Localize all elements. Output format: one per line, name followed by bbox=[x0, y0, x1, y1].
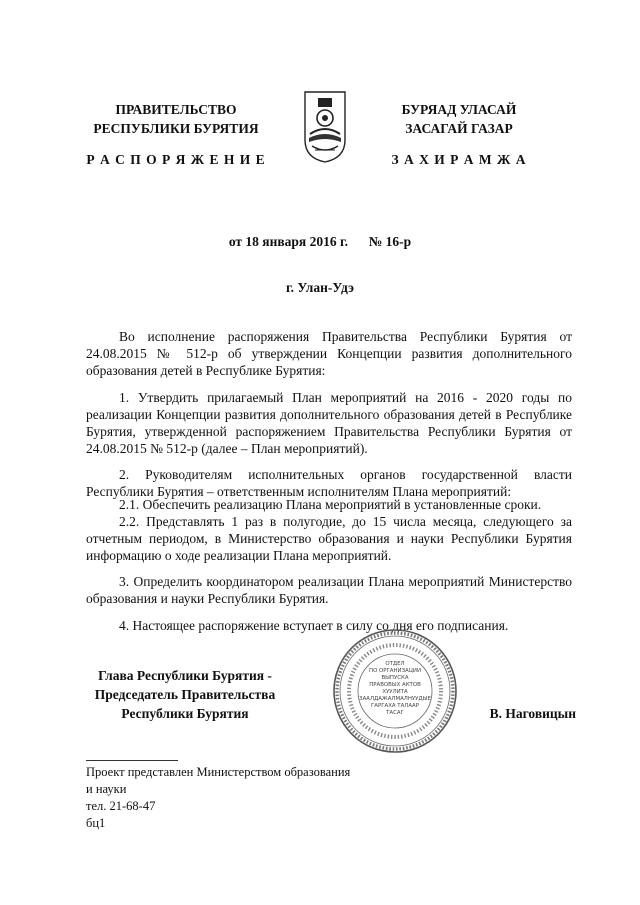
signature-title bbox=[70, 666, 300, 723]
stamp-line: ПО ОРГАНИЗАЦИИ bbox=[369, 668, 421, 674]
header-right-doc-type: З А Х И Р А М Ж А bbox=[391, 152, 527, 167]
footer-code: бц1 bbox=[86, 816, 106, 830]
document-city: г. Улан-Удэ bbox=[286, 280, 354, 295]
signature-title-line1: Глава Республики Бурятия - bbox=[98, 668, 272, 683]
footer-divider bbox=[86, 760, 178, 761]
footer-block bbox=[86, 764, 406, 815]
date-number-line bbox=[0, 234, 640, 250]
header-right-line1: БУРЯАД УЛАСАЙ bbox=[401, 102, 517, 117]
header-left-doc-type: Р А С П О Р Я Ж Е Н И Е bbox=[86, 152, 266, 167]
stamp-line: ЗААЛДАЖАЛМАЛНУУДЫЕ bbox=[359, 696, 431, 702]
footer-phone: тел. 21-68-47 bbox=[86, 799, 156, 813]
header-left bbox=[86, 100, 266, 138]
footer-project-line-2: и науки bbox=[86, 782, 127, 796]
document-number: № 16-р bbox=[368, 234, 412, 249]
header-left-line1: ПРАВИТЕЛЬСТВО bbox=[115, 102, 237, 117]
stamp-line: ВЫПУСКА bbox=[381, 675, 409, 681]
footer-project-line: Проект представлен Министерством образования bbox=[86, 765, 351, 779]
document-date: от 18 января 2016 г. bbox=[228, 234, 348, 249]
header-left-line2: РЕСПУБЛИКИ БУРЯТИЯ bbox=[93, 121, 259, 136]
paragraph-item-2: 2. Руководителям исполнительных органов государственной власти Республики Бурятия – ответственным исполнителям Плана мероприятий: bbox=[86, 467, 572, 499]
signature-title-line3: Республики Бурятия bbox=[121, 706, 249, 721]
coat-of-arms-icon bbox=[301, 88, 349, 164]
header-right bbox=[384, 100, 534, 138]
official-stamp bbox=[332, 628, 458, 754]
paragraph-item-1: 1. Утвердить прилагаемый План мероприятий на 2016 - 2020 годы по реализации Концепции развития дополнительного образования детей в Республике Бурятия, утвержденной распоряжением Правительства Республики Бурятия от 24.08.2015 № 512-р (далее – План мероприятий). bbox=[86, 390, 572, 456]
paragraph-item-2-2: 2.2. Представлять 1 раз в полугодие, до 15 числа месяца, следующего за отчетным периодом, в Министерство образования и науки Республики Бурятия информацию о ходе реализации Плана мероприятий. bbox=[86, 514, 572, 563]
paragraph-item-3: 3. Определить координатором реализации Плана мероприятий Министерство образования и науки Республики Бурятия. bbox=[86, 574, 572, 606]
stamp-line: ГАРГАХА ТАЛААР bbox=[371, 703, 419, 709]
signatory-name: В. Наговицын bbox=[489, 706, 576, 721]
stamp-line: ТАСАГ bbox=[386, 710, 404, 716]
paragraph-item-4: 4. Настоящее распоряжение вступает в силу со дня его подписания. bbox=[119, 618, 509, 633]
paragraph-preamble: Во исполнение распоряжения Правительства Республики Бурятия от 24.08.2015 № 512-р об утверждении Концепции развития дополнительного образования детей в Республике Бурятия: bbox=[86, 329, 572, 378]
stamp-inner-text bbox=[358, 661, 432, 717]
stamp-line: ХУУЛИТА bbox=[382, 689, 408, 695]
coat-of-arms-emblem bbox=[301, 88, 349, 164]
signature-title-line2: Председатель Правительства bbox=[94, 687, 276, 702]
header-right-line2: ЗАСАГАЙ ГАЗАР bbox=[405, 121, 513, 136]
stamp-line: ПРАВОВЫХ АКТОВ bbox=[369, 682, 421, 688]
paragraph-item-2-1: 2.1. Обеспечить реализацию Плана мероприятий в установленные сроки. bbox=[119, 497, 542, 512]
stamp-line: ОТДЕЛ bbox=[385, 661, 405, 667]
